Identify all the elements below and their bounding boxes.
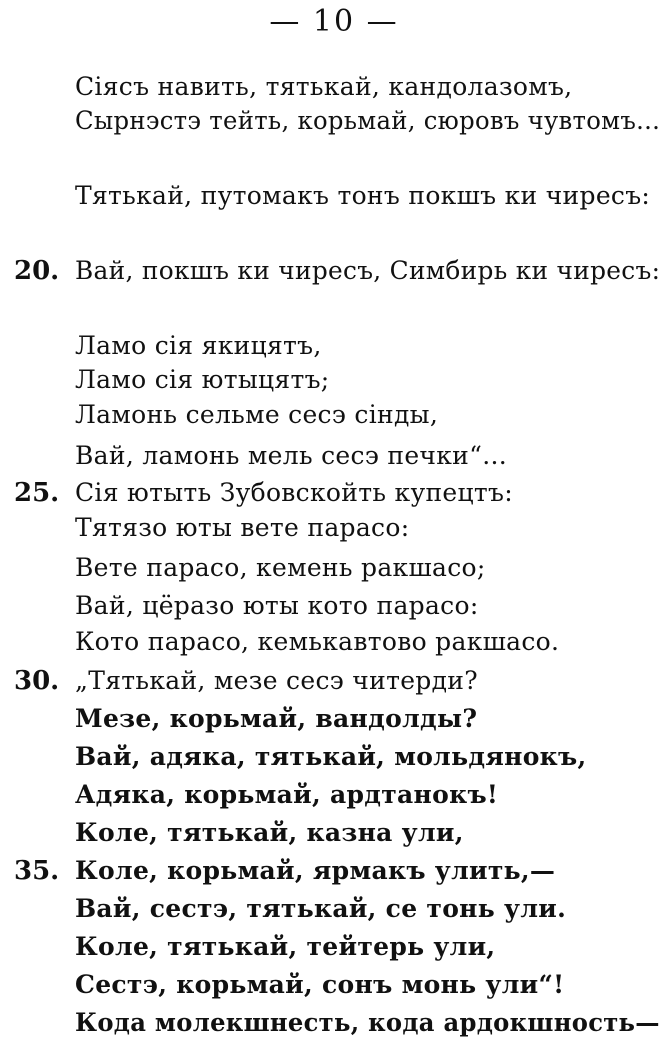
poem-line: Коле, тятькай, тейтерь ули,: [75, 932, 496, 961]
poem-line: Сырнэстэ тейть, корьмай, сюровъ чувтомъ...: [75, 106, 661, 135]
poem-line: Ламо сія ютыцятъ;: [75, 365, 330, 394]
poem-line: Коле, корьмай, ярмакъ улить,—: [75, 856, 556, 885]
line-number: 20.: [14, 256, 60, 286]
poem-line: Вете парасо, кемень ракшасо;: [75, 553, 486, 582]
poem-line: Мезе, корьмай, вандолды?: [75, 704, 478, 733]
page-number: — 10 —: [269, 4, 399, 39]
poem-line: Ламонь сельме сесэ сінды,: [75, 400, 439, 429]
poem-line: Вай, покшъ ки чиресъ, Симбирь ки чиресъ:: [75, 256, 661, 285]
line-number: 25.: [14, 478, 60, 508]
poem-line: Тятязо юты вете парасо:: [75, 513, 410, 542]
poem-line: Сія ютыть Зубовскойть купецтъ:: [75, 478, 513, 507]
poem-line: Сестэ, корьмай, сонъ монь ули“!: [75, 970, 565, 999]
line-number: 30.: [14, 666, 60, 696]
poem-line: Тятькай, путомакъ тонъ покшъ ки чиресъ:: [75, 181, 651, 210]
poem-line: „Тятькай, мезе сесэ читерди?: [75, 666, 478, 695]
poem-line: Коле, тятькай, казна ули,: [75, 818, 464, 847]
poem-line: Адяка, корьмай, ардтанокъ!: [75, 780, 499, 809]
poem-line: Вай, ламонь мель сесэ печки“...: [75, 441, 507, 470]
poem-line: Сіясъ навить, тятькай, кандолазомъ,: [75, 72, 573, 101]
poem-line: Ламо сія якицятъ,: [75, 331, 322, 360]
poem-line: Кода молекшнесть, кода ардокшность—: [75, 1008, 660, 1037]
poem-line: Кото парасо, кемькавтово ракшасо.: [75, 627, 560, 656]
poem-line: Вай, цёразо юты кото парасо:: [75, 591, 479, 620]
poem-line: Вай, адяка, тятькай, мольдянокъ,: [75, 742, 587, 771]
poem-line: Вай, сестэ, тятькай, се тонь ули.: [75, 894, 567, 923]
line-number: 35.: [14, 856, 60, 886]
